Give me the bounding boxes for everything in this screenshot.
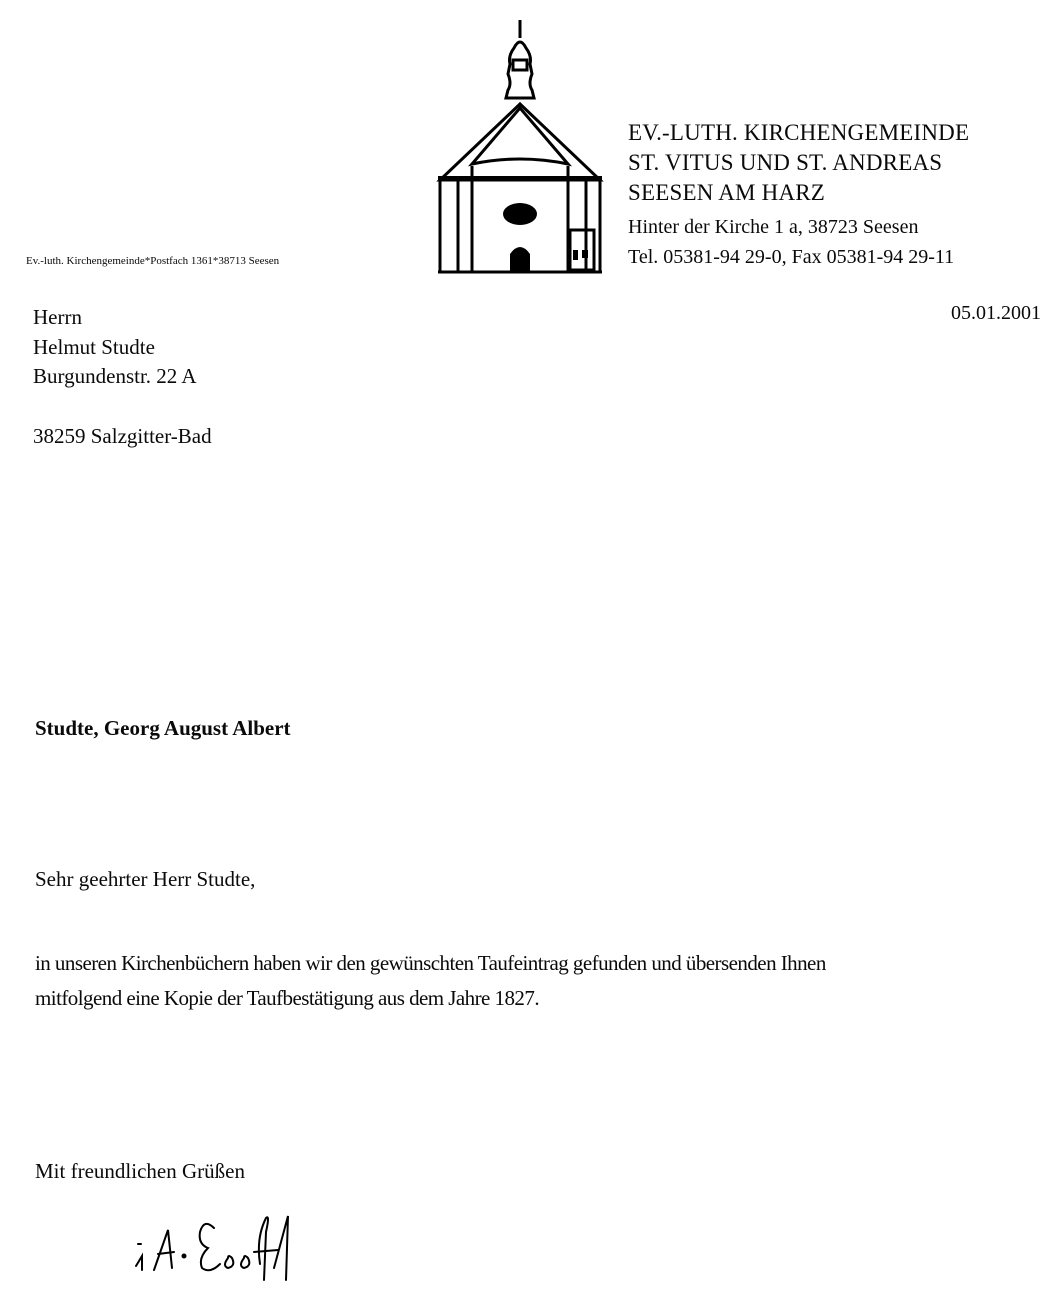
body-text-line: in unseren Kirchenbüchern haben wir den gewünschten Taufeintrag gefunden und übersenden Ihnen [35, 951, 826, 975]
church-logo-icon [436, 18, 604, 274]
salutation: Sehr geehrter Herr Studte, [35, 867, 256, 891]
body-text-line: mitfolgend eine Kopie der Taufbestätigung aus dem Jahre 1827. [35, 986, 540, 1010]
org-name-line: SEESEN AM HARZ [628, 180, 826, 205]
recipient-line: Herrn [33, 305, 82, 329]
handwritten-signature [128, 1208, 308, 1288]
sender-return-address: Ev.-luth. Kirchengemeinde*Postfach 1361*38713 Seesen [26, 255, 280, 267]
org-name-line: ST. VITUS UND ST. ANDREAS [628, 150, 943, 175]
org-contact: Tel. 05381-94 29-0, Fax 05381-94 29-11 [628, 246, 955, 268]
subject-line: Studte, Georg August Albert [35, 716, 291, 740]
org-address: Hinter der Kirche 1 a, 38723 Seesen [628, 216, 919, 238]
letter-date: 05.01.2001 [951, 302, 1041, 324]
org-name-line: EV.-LUTH. KIRCHENGEMEINDE [628, 120, 970, 145]
recipient-line: Burgundenstr. 22 A [33, 364, 197, 388]
recipient-line: 38259 Salzgitter-Bad [33, 424, 212, 448]
recipient-line: Helmut Studte [33, 335, 155, 359]
closing: Mit freundlichen Grüßen [35, 1159, 245, 1183]
